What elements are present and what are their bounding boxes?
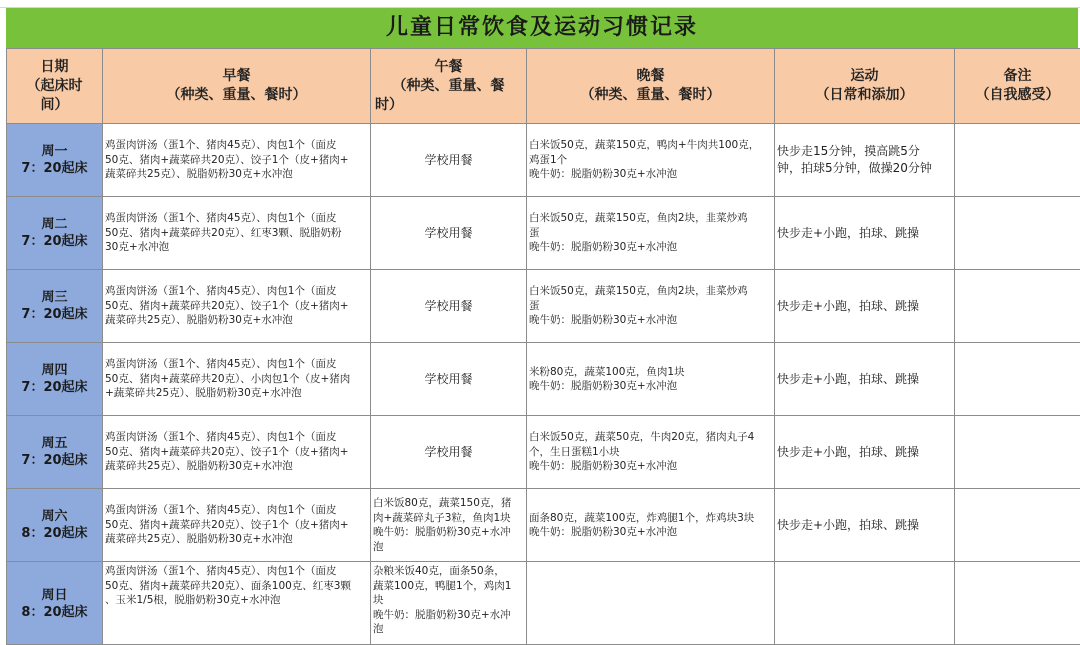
breakfast-cell-line: 鸡蛋肉饼汤（蛋1个、猪肉45克）、肉包1个（面皮 bbox=[105, 138, 368, 153]
breakfast-cell-line: 鸡蛋肉饼汤（蛋1个、猪肉45克）、肉包1个（面皮 bbox=[105, 211, 368, 226]
dinner-cell-line: 白米饭50克，蔬菜50克，牛肉20克，猪肉丸子4 bbox=[529, 430, 772, 445]
lunch-cell[interactable] bbox=[371, 489, 527, 562]
dinner-cell[interactable] bbox=[527, 416, 775, 489]
header-date-line: 日期 bbox=[11, 58, 98, 77]
breakfast-cell-line: 蔬菜碎共25克）、脱脂奶粉30克+水冲泡 bbox=[105, 532, 368, 547]
table-row bbox=[7, 124, 1080, 197]
wake-time: 7：20起床 bbox=[9, 452, 100, 469]
table-row bbox=[7, 343, 1080, 416]
breakfast-cell[interactable] bbox=[103, 197, 371, 270]
lunch-cell-line: 白米饭80克，蔬菜150克，猪 bbox=[373, 496, 524, 511]
header-dinner[interactable] bbox=[527, 49, 775, 124]
breakfast-cell-line: 、玉米1/5根，脱脂奶粉30克+水冲泡 bbox=[105, 593, 368, 608]
dinner-cell-line: 蛋 bbox=[529, 299, 772, 314]
header-lunch-line: 时） bbox=[375, 96, 522, 115]
lunch-cell-line: 学校用餐 bbox=[373, 226, 524, 241]
header-sport[interactable] bbox=[775, 49, 955, 124]
header-sport-line: 运动 bbox=[779, 67, 950, 86]
sheet-edge bbox=[0, 632, 6, 640]
lunch-cell[interactable] bbox=[371, 124, 527, 197]
lunch-cell-line: 蔬菜100克，鸭腿1个，鸡肉1 bbox=[373, 579, 524, 594]
lunch-cell-line: 晚牛奶：脱脂奶粉30克+水冲 bbox=[373, 525, 524, 540]
breakfast-cell-line: +蔬菜碎共25克）、脱脂奶粉30克+水冲泡 bbox=[105, 386, 368, 401]
header-notes-line: （自我感受） bbox=[959, 86, 1076, 105]
notes-cell[interactable] bbox=[955, 489, 1080, 562]
weekday-label: 周二 bbox=[9, 216, 100, 233]
sport-cell[interactable] bbox=[775, 124, 955, 197]
sport-cell[interactable] bbox=[775, 562, 955, 645]
breakfast-cell-line: 蔬菜碎共25克）、脱脂奶粉30克+水冲泡 bbox=[105, 459, 368, 474]
header-sport-line: （日常和添加） bbox=[779, 86, 950, 105]
table-row bbox=[7, 489, 1080, 562]
wake-time: 8：20起床 bbox=[9, 525, 100, 542]
breakfast-cell-line: 50克、猪肉+蔬菜碎共20克）、饺子1个（皮+猪肉+ bbox=[105, 518, 368, 533]
dinner-cell-line: 米粉80克，蔬菜100克，鱼肉1块 bbox=[529, 365, 772, 380]
breakfast-cell-line: 鸡蛋肉饼汤（蛋1个、猪肉45克）、肉包1个（面皮 bbox=[105, 503, 368, 518]
day-cell[interactable] bbox=[7, 416, 103, 489]
notes-cell[interactable] bbox=[955, 343, 1080, 416]
weekday-label: 周三 bbox=[9, 289, 100, 306]
breakfast-cell-line: 蔬菜碎共25克）、脱脂奶粉30克+水冲泡 bbox=[105, 313, 368, 328]
dinner-cell[interactable] bbox=[527, 562, 775, 645]
header-row bbox=[7, 49, 1080, 124]
breakfast-cell-line: 50克、猪肉+蔬菜碎共20克）、饺子1个（皮+猪肉+ bbox=[105, 153, 368, 168]
header-notes[interactable] bbox=[955, 49, 1080, 124]
header-lunch-line: 午餐 bbox=[375, 58, 522, 77]
table-row bbox=[7, 562, 1080, 645]
lunch-cell-line: 杂粮米饭40克，面条50条， bbox=[373, 564, 524, 579]
notes-cell[interactable] bbox=[955, 562, 1080, 645]
notes-cell[interactable] bbox=[955, 270, 1080, 343]
dinner-cell-line: 蛋 bbox=[529, 226, 772, 241]
dinner-cell-line: 白米饭50克，蔬菜150克，鱼肉2块，韭菜炒鸡 bbox=[529, 284, 772, 299]
breakfast-cell-line: 50克、猪肉+蔬菜碎共20克）、面条100克、红枣3颗 bbox=[105, 579, 368, 594]
sport-cell-line: 快步走+小跑，拍球、跳操 bbox=[777, 517, 952, 534]
breakfast-cell[interactable] bbox=[103, 562, 371, 645]
breakfast-cell[interactable] bbox=[103, 270, 371, 343]
wake-time: 8：20起床 bbox=[9, 604, 100, 621]
dinner-cell[interactable] bbox=[527, 197, 775, 270]
day-cell[interactable] bbox=[7, 562, 103, 645]
breakfast-cell[interactable] bbox=[103, 489, 371, 562]
lunch-cell[interactable] bbox=[371, 562, 527, 645]
dinner-cell-line: 白米饭50克，蔬菜150克，鱼肉2块，韭菜炒鸡 bbox=[529, 211, 772, 226]
lunch-cell-line: 学校用餐 bbox=[373, 372, 524, 387]
lunch-cell-line: 学校用餐 bbox=[373, 299, 524, 314]
wake-time: 7：20起床 bbox=[9, 379, 100, 396]
breakfast-cell[interactable] bbox=[103, 124, 371, 197]
dinner-cell-line: 晚牛奶：脱脂奶粉30克+水冲泡 bbox=[529, 240, 772, 255]
dinner-cell-line: 晚牛奶：脱脂奶粉30克+水冲泡 bbox=[529, 525, 772, 540]
sport-cell[interactable] bbox=[775, 197, 955, 270]
lunch-cell-line: 学校用餐 bbox=[373, 153, 524, 168]
weekday-label: 周一 bbox=[9, 143, 100, 160]
table-body bbox=[7, 124, 1080, 645]
breakfast-cell-line: 30克+水冲泡 bbox=[105, 240, 368, 255]
lunch-cell-line: 泡 bbox=[373, 622, 524, 637]
sport-cell-line: 快步走+小跑，拍球、跳操 bbox=[777, 371, 952, 388]
header-lunch[interactable] bbox=[371, 49, 527, 124]
day-cell[interactable] bbox=[7, 197, 103, 270]
breakfast-cell-line: 蔬菜碎共25克）、脱脂奶粉30克+水冲泡 bbox=[105, 167, 368, 182]
wake-time: 7：20起床 bbox=[9, 233, 100, 250]
sport-cell-line: 快步走+小跑，拍球、跳操 bbox=[777, 444, 952, 461]
weekday-label: 周五 bbox=[9, 435, 100, 452]
header-breakfast[interactable] bbox=[103, 49, 371, 124]
breakfast-cell-line: 鸡蛋肉饼汤（蛋1个、猪肉45克）、肉包1个（面皮 bbox=[105, 430, 368, 445]
header-lunch-line: （种类、重量、餐 bbox=[375, 77, 522, 96]
header-breakfast-line: 早餐 bbox=[107, 67, 366, 86]
lunch-cell[interactable] bbox=[371, 270, 527, 343]
header-date-line: （起床时 bbox=[11, 77, 98, 96]
lunch-cell-line: 块 bbox=[373, 593, 524, 608]
sport-cell-line: 快步走15分钟，摸高跳5分 bbox=[777, 143, 952, 160]
breakfast-cell-line: 鸡蛋肉饼汤（蛋1个、猪肉45克）、肉包1个（面皮 bbox=[105, 284, 368, 299]
day-cell[interactable] bbox=[7, 270, 103, 343]
lunch-cell-line: 晚牛奶：脱脂奶粉30克+水冲 bbox=[373, 608, 524, 623]
notes-cell[interactable] bbox=[955, 416, 1080, 489]
dinner-cell-line: 晚牛奶：脱脂奶粉30克+水冲泡 bbox=[529, 313, 772, 328]
wake-time: 7：20起床 bbox=[9, 306, 100, 323]
header-date[interactable] bbox=[7, 49, 103, 124]
lunch-cell[interactable] bbox=[371, 197, 527, 270]
sport-cell-line: 钟，拍球5分钟，做操20分钟 bbox=[777, 160, 952, 177]
sheet-title[interactable]: 儿童日常饮食及运动习惯记录 bbox=[6, 8, 1078, 49]
lunch-cell[interactable] bbox=[371, 416, 527, 489]
dinner-cell[interactable] bbox=[527, 489, 775, 562]
header-breakfast-line: （种类、重量、餐时） bbox=[107, 86, 366, 105]
dinner-cell-line: 面条80克，蔬菜100克，炸鸡腿1个，炸鸡块3块 bbox=[529, 511, 772, 526]
breakfast-cell-line: 50克、猪肉+蔬菜碎共20克）、饺子1个（皮+猪肉+ bbox=[105, 299, 368, 314]
breakfast-cell-line: 50克、猪肉+蔬菜碎共20克）、小肉包1个（皮+猪肉 bbox=[105, 372, 368, 387]
header-date-line: 间） bbox=[11, 96, 98, 115]
dinner-cell-line: 晚牛奶：脱脂奶粉30克+水冲泡 bbox=[529, 459, 772, 474]
breakfast-cell[interactable] bbox=[103, 416, 371, 489]
record-table bbox=[6, 48, 1080, 645]
day-cell[interactable] bbox=[7, 489, 103, 562]
weekday-label: 周四 bbox=[9, 362, 100, 379]
dinner-cell[interactable] bbox=[527, 124, 775, 197]
dinner-cell-line: 白米饭50克，蔬菜150克，鸭肉+牛肉共100克， bbox=[529, 138, 772, 153]
header-notes-line: 备注 bbox=[959, 67, 1076, 86]
sport-cell[interactable] bbox=[775, 416, 955, 489]
lunch-cell-line: 学校用餐 bbox=[373, 445, 524, 460]
weekday-label: 周六 bbox=[9, 508, 100, 525]
breakfast-cell-line: 鸡蛋肉饼汤（蛋1个、猪肉45克）、肉包1个（面皮 bbox=[105, 564, 368, 579]
table-row bbox=[7, 416, 1080, 489]
lunch-cell-line: 肉+蔬菜碎丸子3粒，鱼肉1块 bbox=[373, 511, 524, 526]
column-header-strip bbox=[0, 0, 1080, 8]
dinner-cell[interactable] bbox=[527, 270, 775, 343]
day-cell[interactable] bbox=[7, 343, 103, 416]
table-row bbox=[7, 270, 1080, 343]
table-row bbox=[7, 197, 1080, 270]
dinner-cell-line: 晚牛奶：脱脂奶粉30克+水冲泡 bbox=[529, 379, 772, 394]
sport-cell-line: 快步走+小跑，拍球、跳操 bbox=[777, 225, 952, 242]
dinner-cell-line: 晚牛奶：脱脂奶粉30克+水冲泡 bbox=[529, 167, 772, 182]
breakfast-cell-line: 鸡蛋肉饼汤（蛋1个、猪肉45克）、肉包1个（面皮 bbox=[105, 357, 368, 372]
dinner-cell[interactable] bbox=[527, 343, 775, 416]
header-dinner-line: 晚餐 bbox=[531, 67, 770, 86]
sport-cell[interactable] bbox=[775, 489, 955, 562]
breakfast-cell[interactable] bbox=[103, 343, 371, 416]
breakfast-cell-line: 50克、猪肉+蔬菜碎共20克）、红枣3颗、脱脂奶粉 bbox=[105, 226, 368, 241]
dinner-cell-line: 鸡蛋1个 bbox=[529, 153, 772, 168]
lunch-cell[interactable] bbox=[371, 343, 527, 416]
header-dinner-line: （种类、重量、餐时） bbox=[531, 86, 770, 105]
sport-cell[interactable] bbox=[775, 270, 955, 343]
sport-cell-line: 快步走+小跑，拍球、跳操 bbox=[777, 298, 952, 315]
lunch-cell-line: 泡 bbox=[373, 540, 524, 555]
sport-cell[interactable] bbox=[775, 343, 955, 416]
breakfast-cell-line: 50克、猪肉+蔬菜碎共20克）、饺子1个（皮+猪肉+ bbox=[105, 445, 368, 460]
weekday-label: 周日 bbox=[9, 587, 100, 604]
notes-cell[interactable] bbox=[955, 124, 1080, 197]
day-cell[interactable] bbox=[7, 124, 103, 197]
wake-time: 7：20起床 bbox=[9, 160, 100, 177]
dinner-cell-line: 个，生日蛋糕1小块 bbox=[529, 445, 772, 460]
notes-cell[interactable] bbox=[955, 197, 1080, 270]
